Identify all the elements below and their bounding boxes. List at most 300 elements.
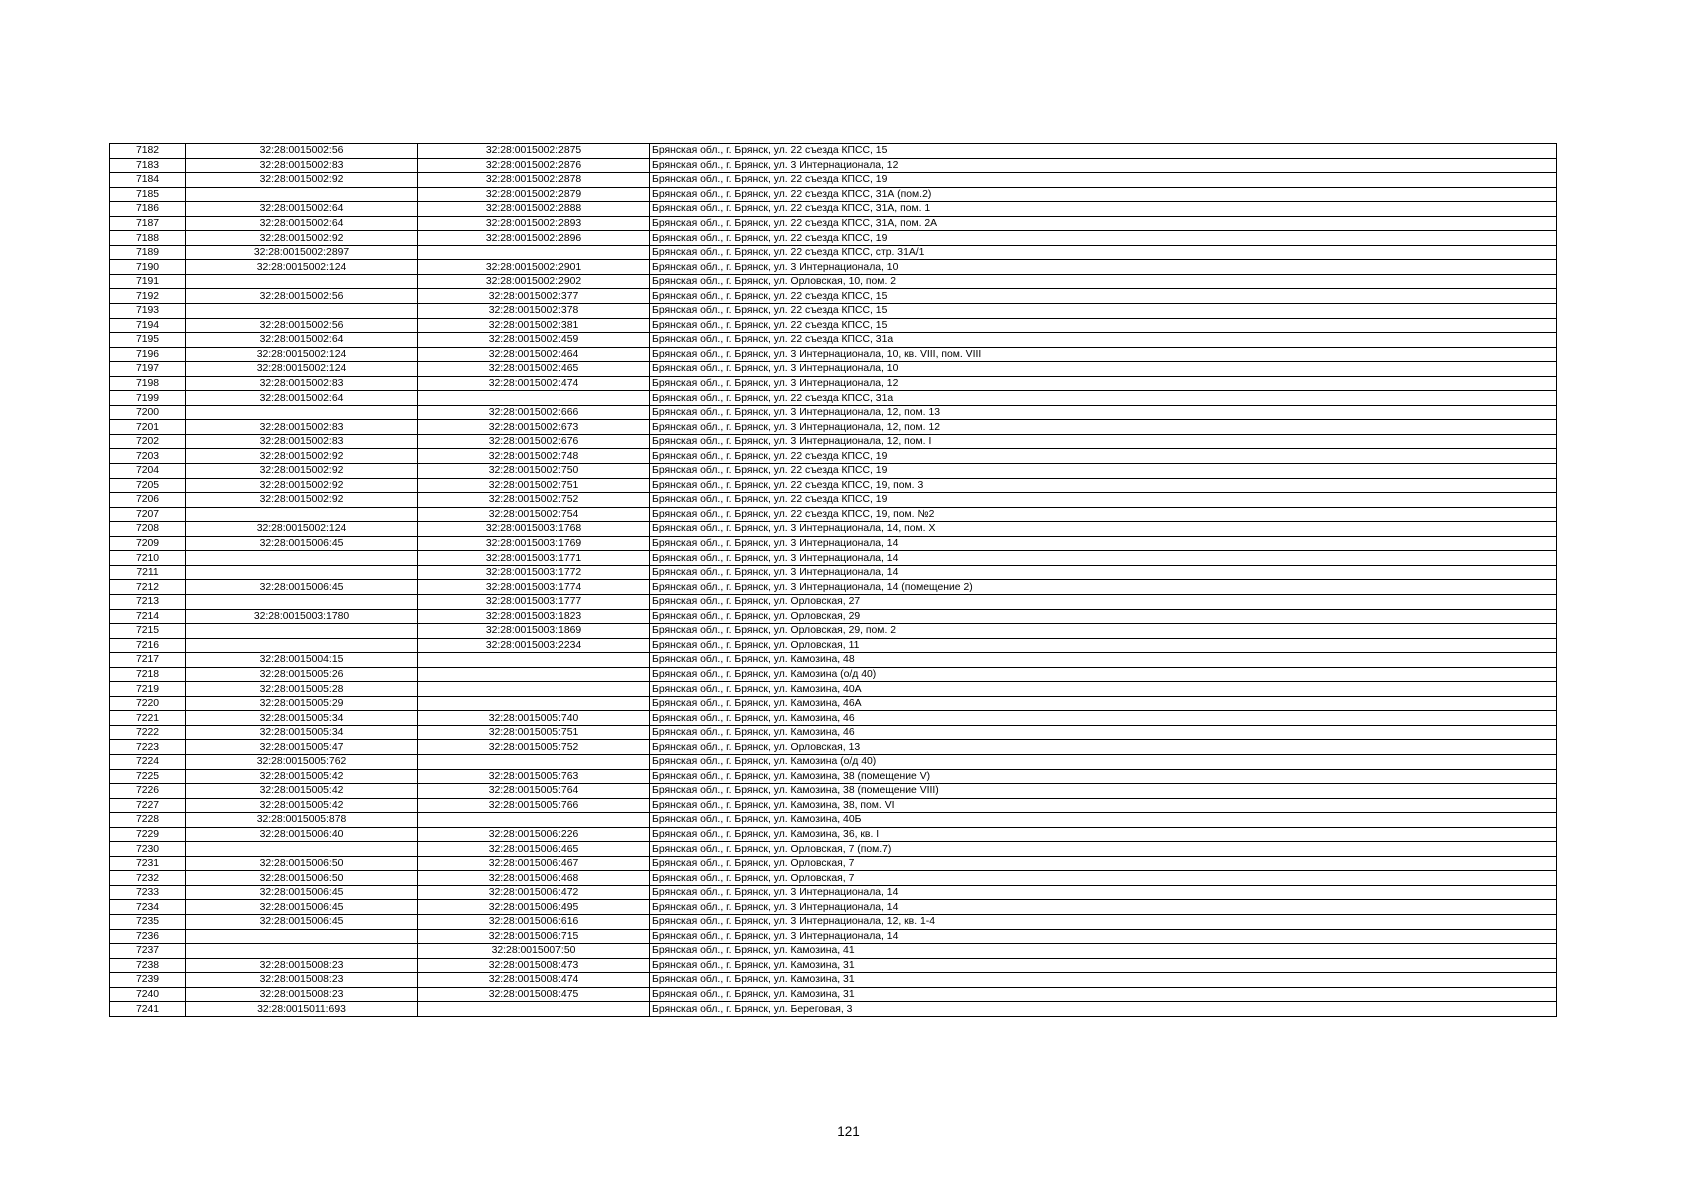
object-number: 32:28:0015003:1771	[418, 551, 650, 566]
table-row	[110, 522, 1557, 537]
table-row	[110, 347, 1557, 362]
table-row	[110, 653, 1557, 668]
address: Брянская обл., г. Брянск, ул. 22 съезда КПСС, 31А, пом. 1	[650, 202, 1557, 217]
object-number: 32:28:0015006:465	[418, 842, 650, 857]
object-number	[418, 653, 650, 668]
row-number: 7231	[110, 856, 186, 871]
address: Брянская обл., г. Брянск, ул. 3 Интернационала, 14	[650, 551, 1557, 566]
parcel-number: 32:28:0015005:34	[186, 725, 418, 740]
table-row	[110, 1002, 1557, 1017]
object-number: 32:28:0015008:475	[418, 987, 650, 1002]
parcel-number: 32:28:0015008:23	[186, 987, 418, 1002]
address: Брянская обл., г. Брянск, ул. 22 съезда КПСС, 19	[650, 231, 1557, 246]
parcel-number: 32:28:0015002:56	[186, 318, 418, 333]
address: Брянская обл., г. Брянск, ул. 3 Интернационала, 12, пом. 13	[650, 405, 1557, 420]
row-number: 7186	[110, 202, 186, 217]
table-row	[110, 914, 1557, 929]
table-row	[110, 813, 1557, 828]
row-number: 7229	[110, 827, 186, 842]
parcel-number	[186, 594, 418, 609]
object-number: 32:28:0015005:764	[418, 784, 650, 799]
row-number: 7210	[110, 551, 186, 566]
row-number: 7219	[110, 682, 186, 697]
table-row	[110, 740, 1557, 755]
parcel-number: 32:28:0015005:29	[186, 696, 418, 711]
object-number: 32:28:0015005:751	[418, 725, 650, 740]
object-number: 32:28:0015002:474	[418, 376, 650, 391]
row-number: 7238	[110, 958, 186, 973]
address: Брянская обл., г. Брянск, ул. 3 Интернационала, 14	[650, 536, 1557, 551]
address: Брянская обл., г. Брянск, ул. 3 Интернационала, 12	[650, 158, 1557, 173]
parcel-number: 32:28:0015002:83	[186, 420, 418, 435]
table-body	[110, 144, 1557, 1017]
parcel-number: 32:28:0015002:56	[186, 289, 418, 304]
row-number: 7232	[110, 871, 186, 886]
object-number: 32:28:0015006:468	[418, 871, 650, 886]
table-row	[110, 900, 1557, 915]
row-number: 7241	[110, 1002, 186, 1017]
address: Брянская обл., г. Брянск, ул. 3 Интернационала, 10, кв. VIII, пом. VIII	[650, 347, 1557, 362]
parcel-number: 32:28:0015002:124	[186, 522, 418, 537]
address: Брянская обл., г. Брянск, ул. Орловская, 13	[650, 740, 1557, 755]
row-number: 7226	[110, 784, 186, 799]
table-row	[110, 725, 1557, 740]
object-number: 32:28:0015003:1777	[418, 594, 650, 609]
parcel-number	[186, 304, 418, 319]
address: Брянская обл., г. Брянск, ул. 3 Интернационала, 14	[650, 900, 1557, 915]
row-number: 7207	[110, 507, 186, 522]
object-number: 32:28:0015002:2878	[418, 173, 650, 188]
address: Брянская обл., г. Брянск, ул. 22 съезда КПСС, 31а	[650, 333, 1557, 348]
object-number: 32:28:0015005:740	[418, 711, 650, 726]
table-row	[110, 624, 1557, 639]
parcel-number	[186, 929, 418, 944]
row-number: 7185	[110, 187, 186, 202]
table-row	[110, 754, 1557, 769]
row-number: 7234	[110, 900, 186, 915]
row-number: 7193	[110, 304, 186, 319]
address: Брянская обл., г. Брянск, ул. 3 Интернационала, 12	[650, 376, 1557, 391]
table-row	[110, 696, 1557, 711]
parcel-number: 32:28:0015006:45	[186, 900, 418, 915]
object-number: 32:28:0015002:754	[418, 507, 650, 522]
table-row	[110, 536, 1557, 551]
object-number: 32:28:0015002:378	[418, 304, 650, 319]
parcel-number: 32:28:0015006:40	[186, 827, 418, 842]
address: Брянская обл., г. Брянск, ул. Камозина, 46	[650, 711, 1557, 726]
row-number: 7184	[110, 173, 186, 188]
table-row	[110, 231, 1557, 246]
row-number: 7212	[110, 580, 186, 595]
parcel-number: 32:28:0015002:83	[186, 376, 418, 391]
parcel-number: 32:28:0015006:45	[186, 914, 418, 929]
table-row	[110, 274, 1557, 289]
address: Брянская обл., г. Брянск, ул. Орловская, 7	[650, 871, 1557, 886]
parcel-number: 32:28:0015004:15	[186, 653, 418, 668]
table-row	[110, 245, 1557, 260]
table-row	[110, 376, 1557, 391]
address: Брянская обл., г. Брянск, ул. Камозина, 40Б	[650, 813, 1557, 828]
row-number: 7235	[110, 914, 186, 929]
row-number: 7196	[110, 347, 186, 362]
object-number: 32:28:0015002:464	[418, 347, 650, 362]
address: Брянская обл., г. Брянск, ул. Орловская, 7	[650, 856, 1557, 871]
parcel-number: 32:28:0015002:124	[186, 347, 418, 362]
object-number: 32:28:0015003:1772	[418, 565, 650, 580]
parcel-number: 32:28:0015002:64	[186, 391, 418, 406]
address: Брянская обл., г. Брянск, ул. 22 съезда КПСС, 31А (пом.2)	[650, 187, 1557, 202]
parcel-number: 32:28:0015002:2897	[186, 245, 418, 260]
parcel-number	[186, 405, 418, 420]
parcel-number: 32:28:0015002:83	[186, 158, 418, 173]
row-number: 7201	[110, 420, 186, 435]
parcel-number: 32:28:0015002:56	[186, 144, 418, 159]
address: Брянская обл., г. Брянск, ул. 3 Интернационала, 14, пом. X	[650, 522, 1557, 537]
address: Брянская обл., г. Брянск, ул. 22 съезда КПСС, 31а	[650, 391, 1557, 406]
address: Брянская обл., г. Брянск, ул. 3 Интернационала, 12, пом. 12	[650, 420, 1557, 435]
address: Брянская обл., г. Брянск, ул. Орловская, 11	[650, 638, 1557, 653]
object-number: 32:28:0015002:2875	[418, 144, 650, 159]
row-number: 7233	[110, 885, 186, 900]
object-number: 32:28:0015002:748	[418, 449, 650, 464]
object-number: 32:28:0015002:750	[418, 464, 650, 479]
address: Брянская обл., г. Брянск, ул. Камозина, 40А	[650, 682, 1557, 697]
address: Брянская обл., г. Брянск, ул. 22 съезда КПСС, 19	[650, 464, 1557, 479]
table-row	[110, 216, 1557, 231]
object-number: 32:28:0015008:473	[418, 958, 650, 973]
row-number: 7198	[110, 376, 186, 391]
parcel-number: 32:28:0015005:42	[186, 784, 418, 799]
address: Брянская обл., г. Брянск, ул. Камозина, 41	[650, 944, 1557, 959]
table-row	[110, 202, 1557, 217]
address: Брянская обл., г. Брянск, ул. 22 съезда КПСС, 19	[650, 449, 1557, 464]
address: Брянская обл., г. Брянск, ул. Орловская, 29, пом. 2	[650, 624, 1557, 639]
object-number: 32:28:0015003:1768	[418, 522, 650, 537]
parcel-number: 32:28:0015006:45	[186, 536, 418, 551]
row-number: 7203	[110, 449, 186, 464]
object-number	[418, 682, 650, 697]
object-number	[418, 754, 650, 769]
address: Брянская обл., г. Брянск, ул. 3 Интернационала, 12, кв. 1-4	[650, 914, 1557, 929]
row-number: 7227	[110, 798, 186, 813]
row-number: 7197	[110, 362, 186, 377]
table-row	[110, 187, 1557, 202]
table-row	[110, 289, 1557, 304]
property-table	[109, 143, 1557, 1017]
table-row	[110, 682, 1557, 697]
row-number: 7224	[110, 754, 186, 769]
table-row	[110, 304, 1557, 319]
table-row	[110, 987, 1557, 1002]
object-number: 32:28:0015005:752	[418, 740, 650, 755]
table-row	[110, 856, 1557, 871]
object-number	[418, 667, 650, 682]
address: Брянская обл., г. Брянск, ул. Камозина, 38, пом. VI	[650, 798, 1557, 813]
parcel-number: 32:28:0015002:64	[186, 333, 418, 348]
table-row	[110, 798, 1557, 813]
table-row	[110, 333, 1557, 348]
address: Брянская обл., г. Брянск, ул. Камозина, 38 (помещение V)	[650, 769, 1557, 784]
parcel-number: 32:28:0015002:64	[186, 202, 418, 217]
object-number: 32:28:0015003:1823	[418, 609, 650, 624]
row-number: 7182	[110, 144, 186, 159]
object-number: 32:28:0015002:2893	[418, 216, 650, 231]
object-number: 32:28:0015002:2896	[418, 231, 650, 246]
address: Брянская обл., г. Брянск, ул. Камозина, 46	[650, 725, 1557, 740]
table-row	[110, 871, 1557, 886]
table-row	[110, 405, 1557, 420]
table-row	[110, 580, 1557, 595]
row-number: 7222	[110, 725, 186, 740]
parcel-number: 32:28:0015005:47	[186, 740, 418, 755]
object-number: 32:28:0015002:2888	[418, 202, 650, 217]
parcel-number: 32:28:0015002:92	[186, 449, 418, 464]
row-number: 7218	[110, 667, 186, 682]
object-number: 32:28:0015006:616	[418, 914, 650, 929]
parcel-number: 32:28:0015005:762	[186, 754, 418, 769]
address: Брянская обл., г. Брянск, ул. Орловская, 10, пом. 2	[650, 274, 1557, 289]
address: Брянская обл., г. Брянск, ул. 3 Интернационала, 14	[650, 929, 1557, 944]
table-row	[110, 784, 1557, 799]
address: Брянская обл., г. Брянск, ул. Камозина, 31	[650, 987, 1557, 1002]
parcel-number: 32:28:0015002:124	[186, 260, 418, 275]
row-number: 7225	[110, 769, 186, 784]
table-row	[110, 551, 1557, 566]
row-number: 7211	[110, 565, 186, 580]
object-number: 32:28:0015002:377	[418, 289, 650, 304]
parcel-number: 32:28:0015011:693	[186, 1002, 418, 1017]
address: Брянская обл., г. Брянск, ул. 22 съезда КПСС, 15	[650, 289, 1557, 304]
row-number: 7237	[110, 944, 186, 959]
row-number: 7228	[110, 813, 186, 828]
object-number: 32:28:0015002:676	[418, 434, 650, 449]
address: Брянская обл., г. Брянск, ул. Камозина, 31	[650, 958, 1557, 973]
table-row	[110, 711, 1557, 726]
object-number: 32:28:0015002:2876	[418, 158, 650, 173]
row-number: 7200	[110, 405, 186, 420]
parcel-number: 32:28:0015005:28	[186, 682, 418, 697]
object-number: 32:28:0015002:752	[418, 493, 650, 508]
address: Брянская обл., г. Брянск, ул. 22 съезда КПСС, 19, пом. №2	[650, 507, 1557, 522]
parcel-number: 32:28:0015003:1780	[186, 609, 418, 624]
row-number: 7209	[110, 536, 186, 551]
table-row	[110, 493, 1557, 508]
table-row	[110, 318, 1557, 333]
table-row	[110, 144, 1557, 159]
object-number: 32:28:0015006:495	[418, 900, 650, 915]
object-number: 32:28:0015002:465	[418, 362, 650, 377]
address: Брянская обл., г. Брянск, ул. Камозина, 36, кв. I	[650, 827, 1557, 842]
address: Брянская обл., г. Брянск, ул. 22 съезда КПСС, 31А, пом. 2А	[650, 216, 1557, 231]
address: Брянская обл., г. Брянск, ул. 22 съезда КПСС, 15	[650, 304, 1557, 319]
row-number: 7230	[110, 842, 186, 857]
parcel-number: 32:28:0015005:878	[186, 813, 418, 828]
address: Брянская обл., г. Брянск, ул. 22 съезда КПСС, 15	[650, 318, 1557, 333]
address: Брянская обл., г. Брянск, ул. 22 съезда КПСС, стр. 31А/1	[650, 245, 1557, 260]
table-row	[110, 260, 1557, 275]
table-row	[110, 420, 1557, 435]
table-row	[110, 638, 1557, 653]
address: Брянская обл., г. Брянск, ул. 3 Интернационала, 14	[650, 565, 1557, 580]
parcel-number	[186, 944, 418, 959]
table-row	[110, 464, 1557, 479]
row-number: 7206	[110, 493, 186, 508]
row-number: 7188	[110, 231, 186, 246]
parcel-number: 32:28:0015005:42	[186, 769, 418, 784]
table-row	[110, 929, 1557, 944]
row-number: 7195	[110, 333, 186, 348]
address: Брянская обл., г. Брянск, ул. Камозина (о/д 40)	[650, 754, 1557, 769]
address: Брянская обл., г. Брянск, ул. Камозина, 46А	[650, 696, 1557, 711]
parcel-number: 32:28:0015002:124	[186, 362, 418, 377]
parcel-number	[186, 274, 418, 289]
row-number: 7204	[110, 464, 186, 479]
row-number: 7221	[110, 711, 186, 726]
parcel-number: 32:28:0015002:92	[186, 231, 418, 246]
object-number: 32:28:0015006:467	[418, 856, 650, 871]
row-number: 7223	[110, 740, 186, 755]
address: Брянская обл., г. Брянск, ул. Береговая, 3	[650, 1002, 1557, 1017]
table-row	[110, 827, 1557, 842]
object-number: 32:28:0015002:2902	[418, 274, 650, 289]
parcel-number: 32:28:0015005:34	[186, 711, 418, 726]
parcel-number	[186, 187, 418, 202]
object-number: 32:28:0015002:751	[418, 478, 650, 493]
parcel-number	[186, 638, 418, 653]
address: Брянская обл., г. Брянск, ул. 22 съезда КПСС, 15	[650, 144, 1557, 159]
object-number: 32:28:0015002:2879	[418, 187, 650, 202]
row-number: 7194	[110, 318, 186, 333]
row-number: 7240	[110, 987, 186, 1002]
row-number: 7205	[110, 478, 186, 493]
object-number: 32:28:0015007:50	[418, 944, 650, 959]
object-number: 32:28:0015003:1769	[418, 536, 650, 551]
address: Брянская обл., г. Брянск, ул. 3 Интернационала, 10	[650, 362, 1557, 377]
table-row	[110, 565, 1557, 580]
table-row	[110, 609, 1557, 624]
object-number: 32:28:0015008:474	[418, 973, 650, 988]
row-number: 7216	[110, 638, 186, 653]
object-number: 32:28:0015003:1869	[418, 624, 650, 639]
object-number: 32:28:0015002:666	[418, 405, 650, 420]
parcel-number: 32:28:0015005:26	[186, 667, 418, 682]
row-number: 7189	[110, 245, 186, 260]
object-number: 32:28:0015002:459	[418, 333, 650, 348]
table-row	[110, 434, 1557, 449]
table-row	[110, 667, 1557, 682]
address: Брянская обл., г. Брянск, ул. Камозина, 48	[650, 653, 1557, 668]
row-number: 7199	[110, 391, 186, 406]
row-number: 7220	[110, 696, 186, 711]
table-row	[110, 769, 1557, 784]
row-number: 7187	[110, 216, 186, 231]
object-number: 32:28:0015005:763	[418, 769, 650, 784]
row-number: 7239	[110, 973, 186, 988]
parcel-number: 32:28:0015002:64	[186, 216, 418, 231]
table-row	[110, 391, 1557, 406]
row-number: 7192	[110, 289, 186, 304]
row-number: 7236	[110, 929, 186, 944]
page-number: 121	[837, 1124, 860, 1139]
address: Брянская обл., г. Брянск, ул. 3 Интернационала, 10	[650, 260, 1557, 275]
row-number: 7217	[110, 653, 186, 668]
table-row	[110, 958, 1557, 973]
parcel-number: 32:28:0015002:92	[186, 478, 418, 493]
address: Брянская обл., г. Брянск, ул. Камозина (о/д 40)	[650, 667, 1557, 682]
object-number	[418, 391, 650, 406]
address: Брянская обл., г. Брянск, ул. 3 Интернационала, 12, пом. I	[650, 434, 1557, 449]
address: Брянская обл., г. Брянск, ул. 22 съезда КПСС, 19, пом. 3	[650, 478, 1557, 493]
object-number: 32:28:0015006:715	[418, 929, 650, 944]
parcel-number: 32:28:0015002:92	[186, 173, 418, 188]
row-number: 7214	[110, 609, 186, 624]
address: Брянская обл., г. Брянск, ул. Камозина, 38 (помещение VIII)	[650, 784, 1557, 799]
parcel-number: 32:28:0015008:23	[186, 958, 418, 973]
address: Брянская обл., г. Брянск, ул. 3 Интернационала, 14	[650, 885, 1557, 900]
parcel-number: 32:28:0015008:23	[186, 973, 418, 988]
object-number: 32:28:0015003:1774	[418, 580, 650, 595]
table-row	[110, 973, 1557, 988]
address: Брянская обл., г. Брянск, ул. Камозина, 31	[650, 973, 1557, 988]
table-row	[110, 449, 1557, 464]
object-number: 32:28:0015002:673	[418, 420, 650, 435]
table-row	[110, 842, 1557, 857]
parcel-number	[186, 565, 418, 580]
parcel-number: 32:28:0015002:83	[186, 434, 418, 449]
object-number: 32:28:0015002:381	[418, 318, 650, 333]
row-number: 7183	[110, 158, 186, 173]
row-number: 7191	[110, 274, 186, 289]
object-number	[418, 245, 650, 260]
object-number	[418, 813, 650, 828]
row-number: 7202	[110, 434, 186, 449]
parcel-number: 32:28:0015002:92	[186, 464, 418, 479]
table-row	[110, 885, 1557, 900]
object-number	[418, 696, 650, 711]
parcel-number	[186, 551, 418, 566]
row-number: 7213	[110, 594, 186, 609]
object-number: 32:28:0015002:2901	[418, 260, 650, 275]
table-row	[110, 944, 1557, 959]
parcel-number: 32:28:0015006:50	[186, 856, 418, 871]
parcel-number	[186, 624, 418, 639]
row-number: 7208	[110, 522, 186, 537]
address: Брянская обл., г. Брянск, ул. Орловская, 29	[650, 609, 1557, 624]
object-number: 32:28:0015006:226	[418, 827, 650, 842]
address: Брянская обл., г. Брянск, ул. Орловская, 27	[650, 594, 1557, 609]
object-number	[418, 1002, 650, 1017]
object-number: 32:28:0015003:2234	[418, 638, 650, 653]
parcel-number: 32:28:0015005:42	[186, 798, 418, 813]
row-number: 7215	[110, 624, 186, 639]
table-row	[110, 158, 1557, 173]
address: Брянская обл., г. Брянск, ул. 3 Интернационала, 14 (помещение 2)	[650, 580, 1557, 595]
table-row	[110, 173, 1557, 188]
address: Брянская обл., г. Брянск, ул. Орловская, 7 (пом.7)	[650, 842, 1557, 857]
parcel-number: 32:28:0015006:45	[186, 885, 418, 900]
row-number: 7190	[110, 260, 186, 275]
object-number: 32:28:0015006:472	[418, 885, 650, 900]
table-row	[110, 507, 1557, 522]
table-row	[110, 362, 1557, 377]
table-row	[110, 594, 1557, 609]
parcel-number	[186, 507, 418, 522]
address: Брянская обл., г. Брянск, ул. 22 съезда КПСС, 19	[650, 493, 1557, 508]
parcel-number: 32:28:0015002:92	[186, 493, 418, 508]
address: Брянская обл., г. Брянск, ул. 22 съезда КПСС, 19	[650, 173, 1557, 188]
table-row	[110, 478, 1557, 493]
object-number: 32:28:0015005:766	[418, 798, 650, 813]
